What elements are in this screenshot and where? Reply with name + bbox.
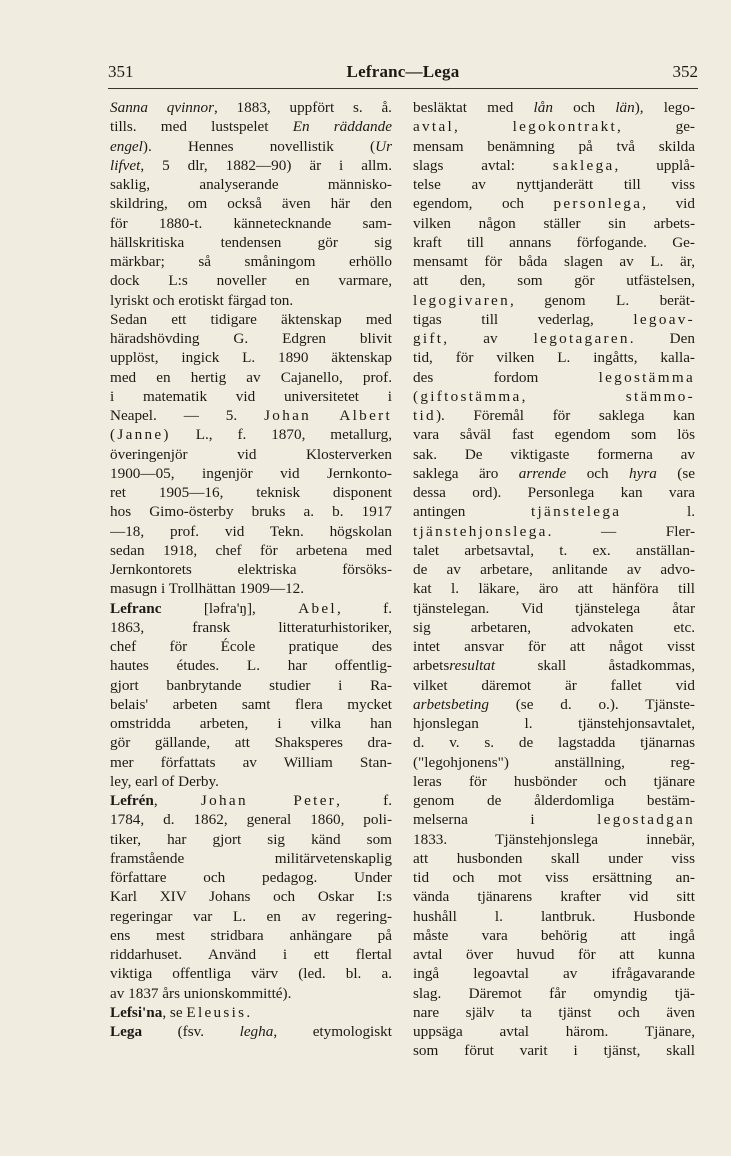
left-column-line: [110, 887, 392, 906]
text-run: , f.: [336, 792, 392, 809]
right-column-line: [413, 695, 695, 714]
text-run: ). Hennes novellistik (: [142, 137, 376, 155]
left-column-line: [110, 579, 392, 598]
text-run: ,: [454, 118, 513, 136]
entry-headword: Lefranc: [110, 599, 162, 617]
text-run: d. v. s. de lagstadda tjänarnas: [413, 734, 695, 752]
text-run: och: [566, 464, 630, 482]
right-column-line: [413, 502, 695, 521]
text-run: häradshövding G. Edgren blivit: [110, 330, 392, 347]
text-run: ret 1905—16, teknisk disponent: [110, 484, 392, 501]
text-run: nare själv ta tjänst och även: [413, 1003, 695, 1021]
text-run: (Janne): [110, 426, 171, 444]
left-column-line: [110, 156, 392, 175]
header-rule: [108, 88, 698, 89]
text-run: . — Fler-: [547, 522, 695, 540]
text-run: märkbar; så småningom erhöllo: [110, 253, 392, 270]
left-column-line: [110, 387, 392, 406]
right-column-line: [413, 406, 695, 425]
text-run: genom de ålderdomliga bestäm-: [413, 792, 695, 809]
right-column-line: [413, 714, 695, 733]
text-run: omstridda arbeten, i vilka han: [110, 715, 392, 732]
text-run: avtal: [413, 118, 455, 136]
text-run: des fordom: [413, 368, 599, 386]
right-column-line: [413, 117, 695, 136]
left-column-line: [110, 907, 392, 926]
text-run: Sedan ett tidigare äktenskap med: [110, 310, 392, 328]
text-run: lån: [533, 99, 553, 116]
left-column-line: [110, 830, 392, 849]
text-run: , se: [162, 1003, 187, 1021]
left-column-line: [110, 137, 392, 156]
text-run: , etymologiskt: [273, 1023, 392, 1040]
text-run: legostämma: [598, 368, 695, 386]
text-run: tiker, har gjort sig känd som: [110, 830, 392, 848]
text-run: hällskritiska tendensen gör sig: [110, 233, 392, 251]
right-column-line: [413, 887, 695, 906]
right-column-line: [413, 849, 695, 868]
entry-headword: Lega: [110, 1023, 143, 1040]
text-run: (giftostämma, stämmo-: [413, 387, 695, 405]
text-run: (se d. o.). Tjänste-: [488, 695, 695, 713]
text-run: talet arbetsavtal, t. ex. anställan-: [413, 541, 695, 559]
text-run: tigas till vederlag,: [413, 310, 634, 328]
left-column-line: [110, 310, 392, 329]
text-run: att den, som gör utfästelsen,: [413, 272, 695, 290]
text-run: —18, prof. vid Tekn. högskolan: [110, 522, 392, 540]
text-run: , f.: [336, 599, 392, 617]
right-column-line: [413, 676, 695, 695]
text-run: , 1883, uppfört s. å.: [213, 99, 392, 116]
text-run: legostadgan: [597, 811, 695, 829]
left-column-line: [110, 522, 392, 541]
text-run: gift: [413, 330, 444, 347]
right-column-line: [413, 791, 695, 810]
left-column-line: [110, 753, 392, 772]
text-run: hautes études. L. har offentlig-: [110, 657, 392, 675]
text-run: avtal över huvud för att kunna: [413, 946, 695, 963]
right-column-line: [413, 984, 695, 1003]
text-run: , genom L. berät-: [510, 291, 695, 309]
left-column-line: [110, 541, 392, 560]
left-column-line: [110, 502, 392, 521]
right-column-line: [413, 445, 695, 464]
right-column: [413, 98, 695, 1061]
left-column-line: [110, 291, 392, 310]
text-run: ingå legoavtal av ifrågavarande: [413, 965, 695, 983]
text-run: hushåll l. lantbruk. Husbonde: [413, 907, 695, 925]
text-run: [ləfra'ŋ],: [161, 599, 299, 617]
right-column-line: [413, 1003, 695, 1022]
left-column-line: [110, 637, 392, 656]
text-run: Karl XIV Johans och Oskar I:s: [110, 888, 392, 906]
text-run: måste vara behörig att ingå: [413, 926, 695, 944]
left-column-line: [110, 233, 392, 252]
right-column-line: [413, 772, 695, 791]
text-run: legokontrakt: [512, 118, 617, 136]
right-column-line: [413, 175, 695, 194]
left-column-line: [110, 483, 392, 502]
text-run: uppsäga avtal härom. Tjänare,: [413, 1023, 695, 1040]
right-column-line: [413, 233, 695, 252]
text-run: gjort banbrytande studier i Ra-: [110, 676, 392, 694]
text-run: egendom, och: [413, 195, 554, 213]
left-column-line: [110, 599, 392, 618]
text-run: kat l. läkare, äro att hänföra till: [413, 580, 695, 598]
text-run: arbets: [413, 657, 450, 675]
text-run: Ur: [375, 137, 392, 155]
text-run: tills. med lustspelet: [110, 118, 293, 136]
text-run: vara såväl fast egendom som lös: [413, 426, 695, 444]
text-run: kraft till annans förfogande. Ge-: [413, 233, 695, 251]
left-column-line: [110, 425, 392, 444]
entry-headword: Lefsi'na: [110, 1003, 163, 1021]
text-run: melserna i: [413, 811, 598, 829]
text-run: En räddande: [292, 118, 392, 136]
left-column-line: [110, 560, 392, 579]
text-run: Sanna qvinnor: [110, 99, 214, 116]
left-column-line: [110, 618, 392, 637]
text-run: resultat: [449, 657, 496, 675]
right-column-line: [413, 271, 695, 290]
text-run: lyriskt och erotiskt färgad ton.: [110, 291, 294, 309]
text-run: tid: [413, 407, 436, 424]
left-column-line: [110, 214, 392, 233]
text-run: tid, för vilken L. ingåtts, kalla-: [413, 349, 695, 367]
text-run: leras för husbönder och tjänare: [413, 772, 695, 790]
text-run: de av arbetare, anlitande av advo-: [413, 561, 695, 578]
right-column-line: [413, 830, 695, 849]
right-column-line: [413, 291, 695, 310]
left-column-line: [110, 714, 392, 733]
text-run: viktiga offentliga värv (led. bl. a.: [110, 965, 392, 983]
text-run: chef för École pratique des: [110, 638, 392, 655]
text-run: gör gällande, att Shaksperes dra-: [110, 734, 392, 752]
text-run: 1900—05, ingenjör vid Jernkonto-: [110, 464, 392, 482]
text-run: tjänstehjonslega: [413, 522, 548, 540]
running-header: [108, 58, 698, 88]
text-run: intet ansvar för att något visst: [413, 638, 695, 655]
text-run: (fsv.: [142, 1023, 240, 1040]
left-column-line: [110, 445, 392, 464]
text-run: lifvet: [110, 156, 141, 174]
text-run: arrende: [518, 464, 567, 482]
right-column-line: [413, 868, 695, 887]
left-column-line: [110, 868, 392, 887]
text-run: sedan 1918, chef för arbetena med: [110, 541, 392, 559]
left-column-line: [110, 406, 392, 425]
text-run: tid och mot viss ersättning an-: [413, 869, 695, 886]
right-column-line: [413, 1041, 695, 1060]
text-run: tjänstelega: [531, 503, 622, 521]
text-run: sig arbetaren, advokaten etc.: [413, 618, 695, 636]
text-run: masugn i Trollhättan 1909—12.: [110, 580, 305, 598]
left-column-line: [110, 791, 392, 810]
right-column-line: [413, 368, 695, 387]
text-run: l.: [621, 503, 695, 521]
text-run: mer författats av William Stan-: [110, 753, 392, 771]
text-run: mensam benämning på två skilda: [413, 137, 695, 155]
right-column-line: [413, 137, 695, 156]
text-run: skildring, om också även här den: [110, 195, 392, 213]
text-run: Johan Albert: [264, 407, 392, 424]
left-column-line: [110, 1003, 392, 1022]
text-run: för 1880-t. kännetecknande sam-: [110, 214, 392, 232]
text-run: med en hertig av Cajanello, prof.: [110, 368, 392, 386]
text-run: riddarhuset. Använd i ett flertal: [110, 946, 392, 963]
right-column-line: [413, 945, 695, 964]
text-run: i matematik vid universitetet i: [110, 387, 392, 405]
left-column-line: [110, 98, 392, 117]
text-run: , av: [443, 330, 534, 347]
text-run: (se: [656, 464, 695, 482]
right-column-line: [413, 964, 695, 983]
text-run: 1863, fransk litteraturhistoriker,: [110, 618, 392, 636]
right-column-line: [413, 579, 695, 598]
text-run: framstående militärvetenskaplig: [110, 849, 392, 867]
text-run: 1833. Tjänstehjonslega innebär,: [413, 830, 695, 848]
right-column-line: [413, 560, 695, 579]
text-run: ("legohjonens") anställning, reg-: [413, 753, 695, 771]
left-column-line: [110, 945, 392, 964]
text-run: engel: [110, 137, 143, 155]
left-column-line: [110, 964, 392, 983]
left-column-line: [110, 772, 392, 791]
text-run: .: [246, 1003, 251, 1021]
left-column-line: [110, 733, 392, 752]
left-column-line: [110, 175, 392, 194]
text-run: dock L:s noveller en varmare,: [110, 272, 392, 290]
text-run: L., f. 1870, metallurg,: [170, 426, 392, 444]
text-run: författare och pedagog. Under: [110, 869, 392, 886]
text-run: som förut varit i tjänst, skall: [413, 1042, 695, 1060]
right-column-line: [413, 310, 695, 329]
text-run: ), lego-: [634, 99, 695, 116]
right-column-line: [413, 1022, 695, 1041]
text-run: , 5 dlr, 1882—90) är i allm.: [140, 156, 392, 174]
right-column-line: [413, 733, 695, 752]
left-column-line: [110, 656, 392, 675]
text-run: vända tjänarens krafter vid sitt: [413, 888, 695, 906]
left-column-line: [110, 1022, 392, 1041]
text-run: hos Gimo-österby bruks a. b. 1917: [110, 503, 392, 521]
text-run: dessa ord). Personlega kan vara: [413, 484, 695, 501]
left-column-line: [110, 810, 392, 829]
right-column-line: [413, 387, 695, 406]
right-column-line: [413, 522, 695, 541]
text-run: sak. De viktigaste formerna av: [413, 445, 695, 463]
text-run: slags avtal:: [413, 156, 553, 174]
text-run: saklega äro: [413, 464, 519, 482]
left-column-line: [110, 464, 392, 483]
text-run: ). Föremål för saklega kan: [435, 407, 695, 424]
text-run: , vid: [642, 195, 695, 213]
text-run: . Den: [629, 330, 695, 347]
text-run: arbetsbeting: [413, 695, 489, 713]
text-run: upplöst, ingick L. 1890 äktenskap: [110, 349, 392, 367]
right-column-line: [413, 656, 695, 675]
right-page-number: 352: [672, 62, 698, 81]
text-run: hyra: [629, 464, 657, 482]
text-run: legoav-: [633, 310, 695, 328]
right-column-line: [413, 348, 695, 367]
text-run: Jernkontorets elektriska försöks-: [110, 561, 392, 578]
text-run: legotagaren: [533, 330, 630, 347]
text-run: överingenjör vid Klosterverken: [110, 445, 392, 463]
right-column-line: [413, 618, 695, 637]
left-column-line: [110, 329, 392, 348]
right-column-line: [413, 156, 695, 175]
right-column-line: [413, 194, 695, 213]
left-column-line: [110, 676, 392, 695]
text-run: 1784, d. 1862, general 1860, poli-: [110, 811, 392, 829]
left-column-line: [110, 194, 392, 213]
text-run: legogivaren: [413, 291, 510, 309]
text-run: antingen: [413, 503, 532, 521]
text-run: hjonslegan l. tjänstehjonsavtalet,: [413, 715, 695, 732]
left-column-line: [110, 348, 392, 367]
right-column-line: [413, 599, 695, 618]
text-run: , ge-: [617, 118, 695, 136]
right-column-line: [413, 483, 695, 502]
text-run: ley, earl of Derby.: [110, 772, 219, 790]
text-run: län: [615, 99, 635, 116]
left-column-line: [110, 117, 392, 136]
text-run: vilket däremot är fallet vid: [413, 676, 695, 694]
text-run: personlega: [553, 195, 643, 213]
text-run: vilken någon ställer sin arbets-: [413, 214, 695, 232]
right-column-line: [413, 907, 695, 926]
left-column-line: [110, 271, 392, 290]
text-run: av 1837 års unionskommitté).: [110, 984, 292, 1002]
right-column-line: [413, 98, 695, 117]
entry-headword: Lefrén: [110, 792, 154, 809]
text-run: mensamt för båda slagen av L. är,: [413, 253, 695, 270]
text-run: saklig, analyserande människo-: [110, 176, 392, 193]
left-column-line: [110, 252, 392, 271]
text-run: Johan Peter: [200, 792, 337, 809]
right-column-line: [413, 926, 695, 945]
text-run: belais' arbeten samt flera mycket: [110, 695, 392, 713]
left-column-line: [110, 695, 392, 714]
right-column-line: [413, 329, 695, 348]
left-column-line: [110, 849, 392, 868]
left-column-line: [110, 984, 392, 1003]
text-run: legha: [239, 1023, 274, 1040]
right-column-line: [413, 810, 695, 829]
text-run: slag. Däremot får omyndig tjä-: [413, 984, 695, 1002]
text-run: och: [552, 99, 616, 116]
right-column-line: [413, 214, 695, 233]
text-run: saklega: [552, 156, 615, 174]
right-column-line: [413, 464, 695, 483]
text-run: besläktat med: [413, 99, 534, 116]
text-run: skall åstadkommas,: [495, 657, 695, 675]
text-run: ens mest stridbara anhängare på: [110, 926, 392, 944]
text-run: Abel: [298, 599, 337, 617]
right-column-line: [413, 252, 695, 271]
running-title: Lefranc—Lega: [346, 62, 460, 81]
text-run: regeringar var L. en av regering-: [110, 907, 392, 925]
right-column-line: [413, 541, 695, 560]
text-run: Eleusis: [186, 1003, 247, 1021]
text-run: , upplå-: [614, 156, 695, 174]
left-column-line: [110, 368, 392, 387]
right-column-line: [413, 637, 695, 656]
text-run: att husbonden skall under viss: [413, 849, 695, 867]
text-run: Neapel. — 5.: [110, 407, 265, 424]
right-column-line: [413, 425, 695, 444]
left-column-line: [110, 926, 392, 945]
right-column-line: [413, 753, 695, 772]
text-run: tjänstelegan. Vid tjänstelega åtar: [413, 599, 695, 617]
text-run: ,: [153, 792, 201, 809]
text-run: telse av nyttjanderätt till viss: [413, 176, 695, 193]
left-page-number: 351: [108, 62, 134, 81]
left-column: [110, 98, 392, 1041]
